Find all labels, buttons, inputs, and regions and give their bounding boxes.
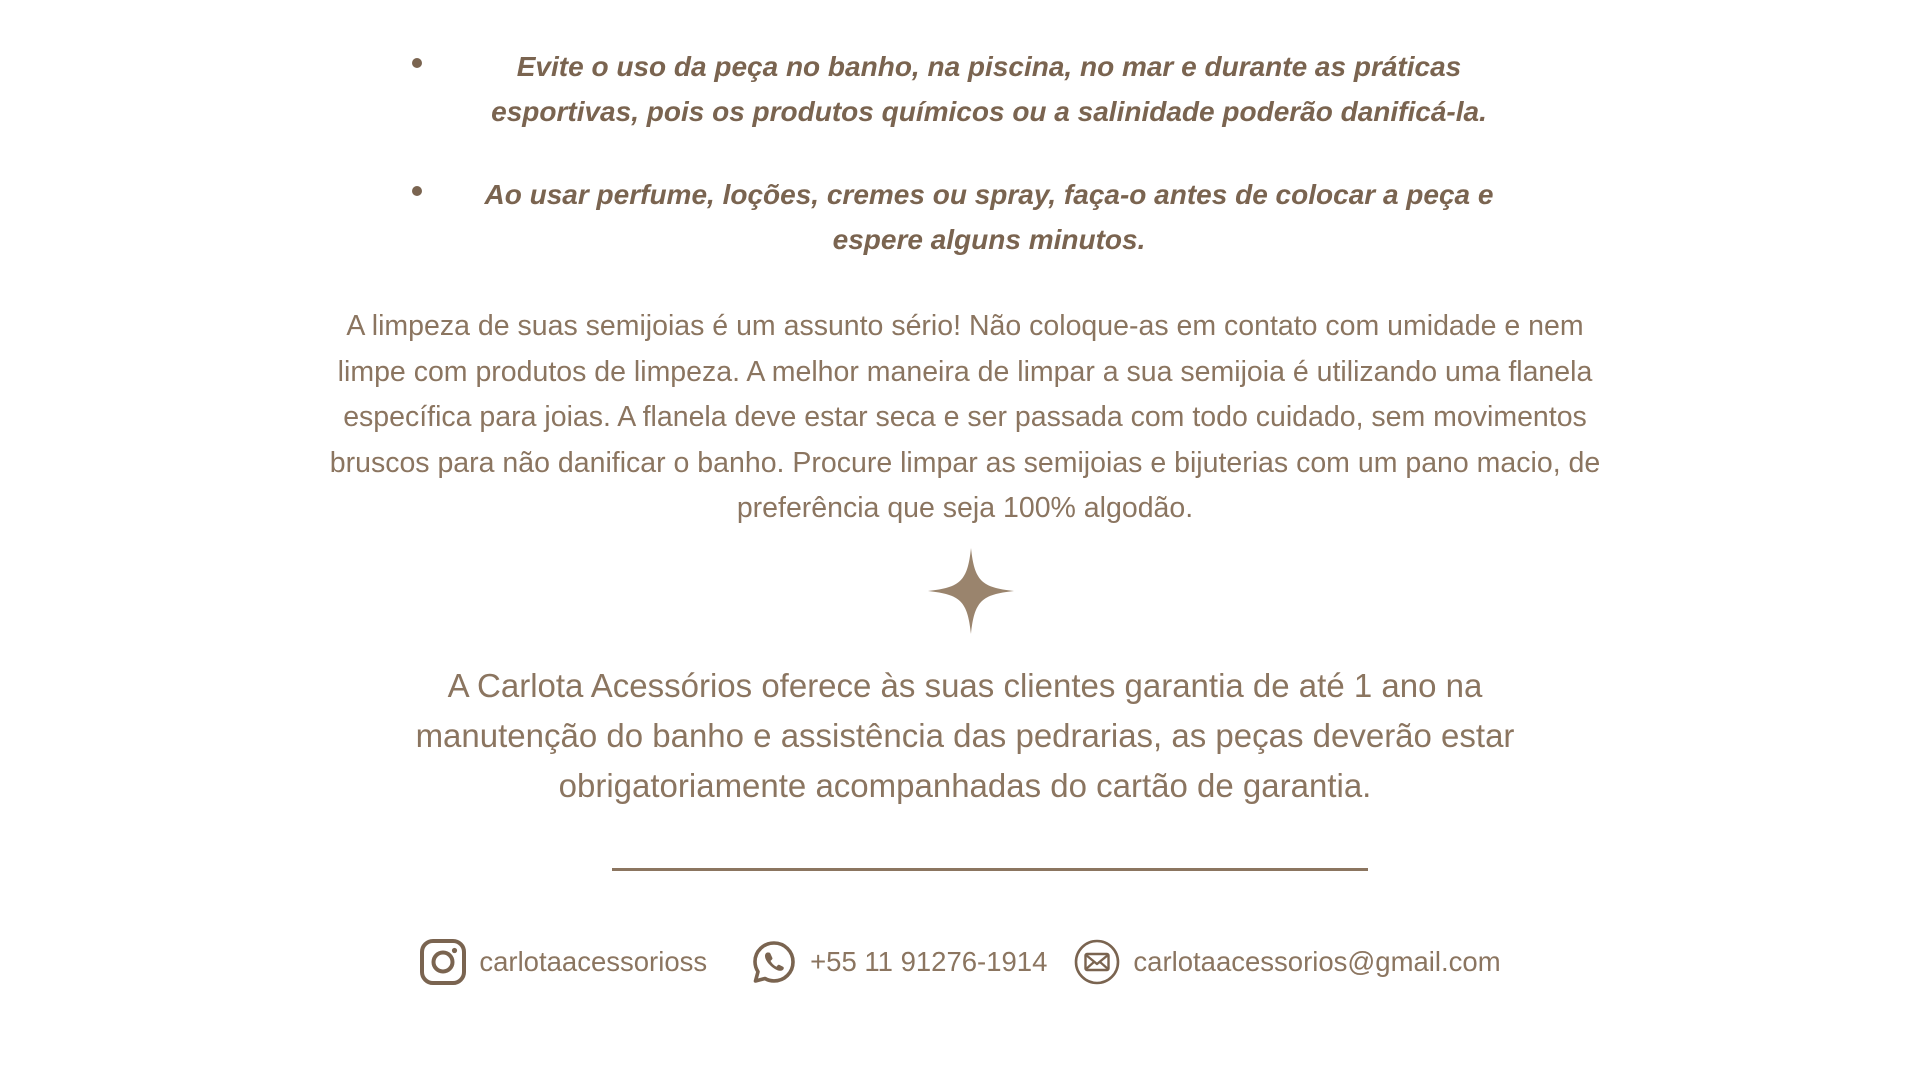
care-tip-item	[400, 44, 1540, 134]
whatsapp-number: +55 11 91276-1914	[810, 946, 1048, 977]
email-address: carlotaacessorios@gmail.com	[1133, 946, 1501, 977]
instagram-icon	[419, 938, 467, 986]
care-tip-text: Ao usar perfume, loções, cremes ou spray, faça-o antes de colocar a peça e espere alguns minutos.	[484, 179, 1494, 255]
sparkle-icon	[928, 548, 1014, 634]
bullet-dot	[412, 186, 422, 196]
instagram-handle: carlotaacessorioss	[479, 946, 708, 977]
contact-bar	[0, 934, 1920, 990]
bullet-dot	[412, 58, 422, 68]
care-tips-list	[400, 44, 1540, 300]
care-tip-text: Evite o uso da peça no banho, na piscina, no mar e durante as práticas esportivas, pois os produtos químicos ou a salinidade poderão danificá-la.	[491, 51, 1487, 127]
email-icon	[1073, 938, 1121, 986]
whatsapp-contact[interactable]	[750, 938, 1047, 986]
care-tip-item	[400, 172, 1540, 262]
cleaning-paragraph: A limpeza de suas semijoias é um assunto sério! Não coloque-as em contato com umidade e nem limpe com produtos de limpeza. A melhor maneira de limpar a sua semijoia é utilizando uma flanela específica para joias. A flanela deve estar seca e ser passada com todo cuidado, sem movimentos bruscos para não danificar o banho. Procure limpar as semijoias e bijuterias com um pano macio, de preferência que seja 100% algodão.	[329, 310, 1601, 524]
instagram-contact[interactable]	[419, 938, 707, 986]
divider	[612, 868, 1368, 871]
whatsapp-icon	[750, 938, 798, 986]
warranty-paragraph: A Carlota Acessórios oferece às suas clientes garantia de até 1 ano na manutenção do banho e assistência das pedrarias, as peças deverão estar obrigatoriamente acompanhadas do cartão de garantia.	[415, 667, 1515, 804]
email-contact[interactable]	[1073, 938, 1500, 986]
